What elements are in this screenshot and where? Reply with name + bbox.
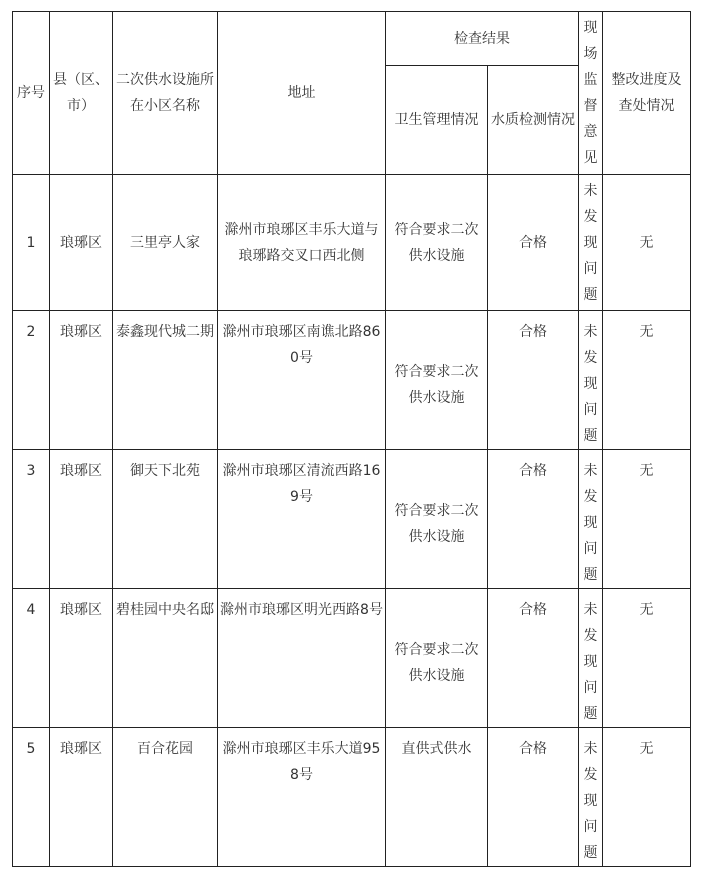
cell-address: 滁州市琅琊区明光西路8号 bbox=[218, 589, 386, 728]
cell-county: 琅琊区 bbox=[50, 589, 113, 728]
cell-hygiene: 符合要求二次供水设施 bbox=[386, 450, 488, 589]
cell-county: 琅琊区 bbox=[50, 175, 113, 311]
cell-seq: 5 bbox=[13, 728, 50, 867]
cell-county: 琅琊区 bbox=[50, 728, 113, 867]
cell-seq: 4 bbox=[13, 589, 50, 728]
cell-rectify: 无 bbox=[603, 450, 691, 589]
header-inspection: 检查结果 bbox=[386, 12, 579, 66]
cell-community: 碧桂园中央名邸 bbox=[113, 589, 218, 728]
cell-community: 三里亭人家 bbox=[113, 175, 218, 311]
cell-county: 琅琊区 bbox=[50, 450, 113, 589]
cell-community: 百合花园 bbox=[113, 728, 218, 867]
header-seq: 序号 bbox=[13, 12, 50, 175]
table-row bbox=[13, 728, 691, 867]
header-hygiene: 卫生管理情况 bbox=[386, 66, 488, 175]
header-address: 地址 bbox=[218, 12, 386, 175]
cell-seq: 1 bbox=[13, 175, 50, 311]
cell-county: 琅琊区 bbox=[50, 311, 113, 450]
cell-water: 合格 bbox=[488, 589, 579, 728]
cell-water: 合格 bbox=[488, 311, 579, 450]
table-row bbox=[13, 589, 691, 728]
cell-hygiene: 符合要求二次供水设施 bbox=[386, 175, 488, 311]
cell-address: 滁州市琅琊区丰乐大道与琅琊路交叉口西北侧 bbox=[218, 175, 386, 311]
cell-rectify: 无 bbox=[603, 175, 691, 311]
inspection-table bbox=[12, 11, 691, 867]
cell-water: 合格 bbox=[488, 450, 579, 589]
table-row bbox=[13, 450, 691, 589]
cell-community: 御天下北苑 bbox=[113, 450, 218, 589]
cell-hygiene: 直供式供水 bbox=[386, 728, 488, 867]
cell-opinion: 未发现问题 bbox=[579, 175, 603, 311]
cell-opinion: 未发现问题 bbox=[579, 450, 603, 589]
header-community: 二次供水设施所在小区名称 bbox=[113, 12, 218, 175]
cell-water: 合格 bbox=[488, 175, 579, 311]
header-county: 县（区、市） bbox=[50, 12, 113, 175]
cell-address: 滁州市琅琊区南谯北路860号 bbox=[218, 311, 386, 450]
table-row bbox=[13, 311, 691, 450]
header-rectify: 整改进度及查处情况 bbox=[603, 12, 691, 175]
cell-rectify: 无 bbox=[603, 728, 691, 867]
cell-address: 滁州市琅琊区清流西路169号 bbox=[218, 450, 386, 589]
header-water-test: 水质检测情况 bbox=[488, 66, 579, 175]
cell-water: 合格 bbox=[488, 728, 579, 867]
cell-opinion: 未发现问题 bbox=[579, 589, 603, 728]
cell-community: 泰鑫现代城二期 bbox=[113, 311, 218, 450]
table-row bbox=[13, 175, 691, 311]
cell-rectify: 无 bbox=[603, 589, 691, 728]
cell-seq: 3 bbox=[13, 450, 50, 589]
cell-hygiene: 符合要求二次供水设施 bbox=[386, 311, 488, 450]
cell-address: 滁州市琅琊区丰乐大道958号 bbox=[218, 728, 386, 867]
cell-rectify: 无 bbox=[603, 311, 691, 450]
cell-opinion: 未发现问题 bbox=[579, 311, 603, 450]
cell-hygiene: 符合要求二次供水设施 bbox=[386, 589, 488, 728]
header-opinion: 现场监督意见 bbox=[579, 12, 603, 175]
cell-seq: 2 bbox=[13, 311, 50, 450]
header-row-1 bbox=[13, 12, 691, 66]
cell-opinion: 未发现问题 bbox=[579, 728, 603, 867]
